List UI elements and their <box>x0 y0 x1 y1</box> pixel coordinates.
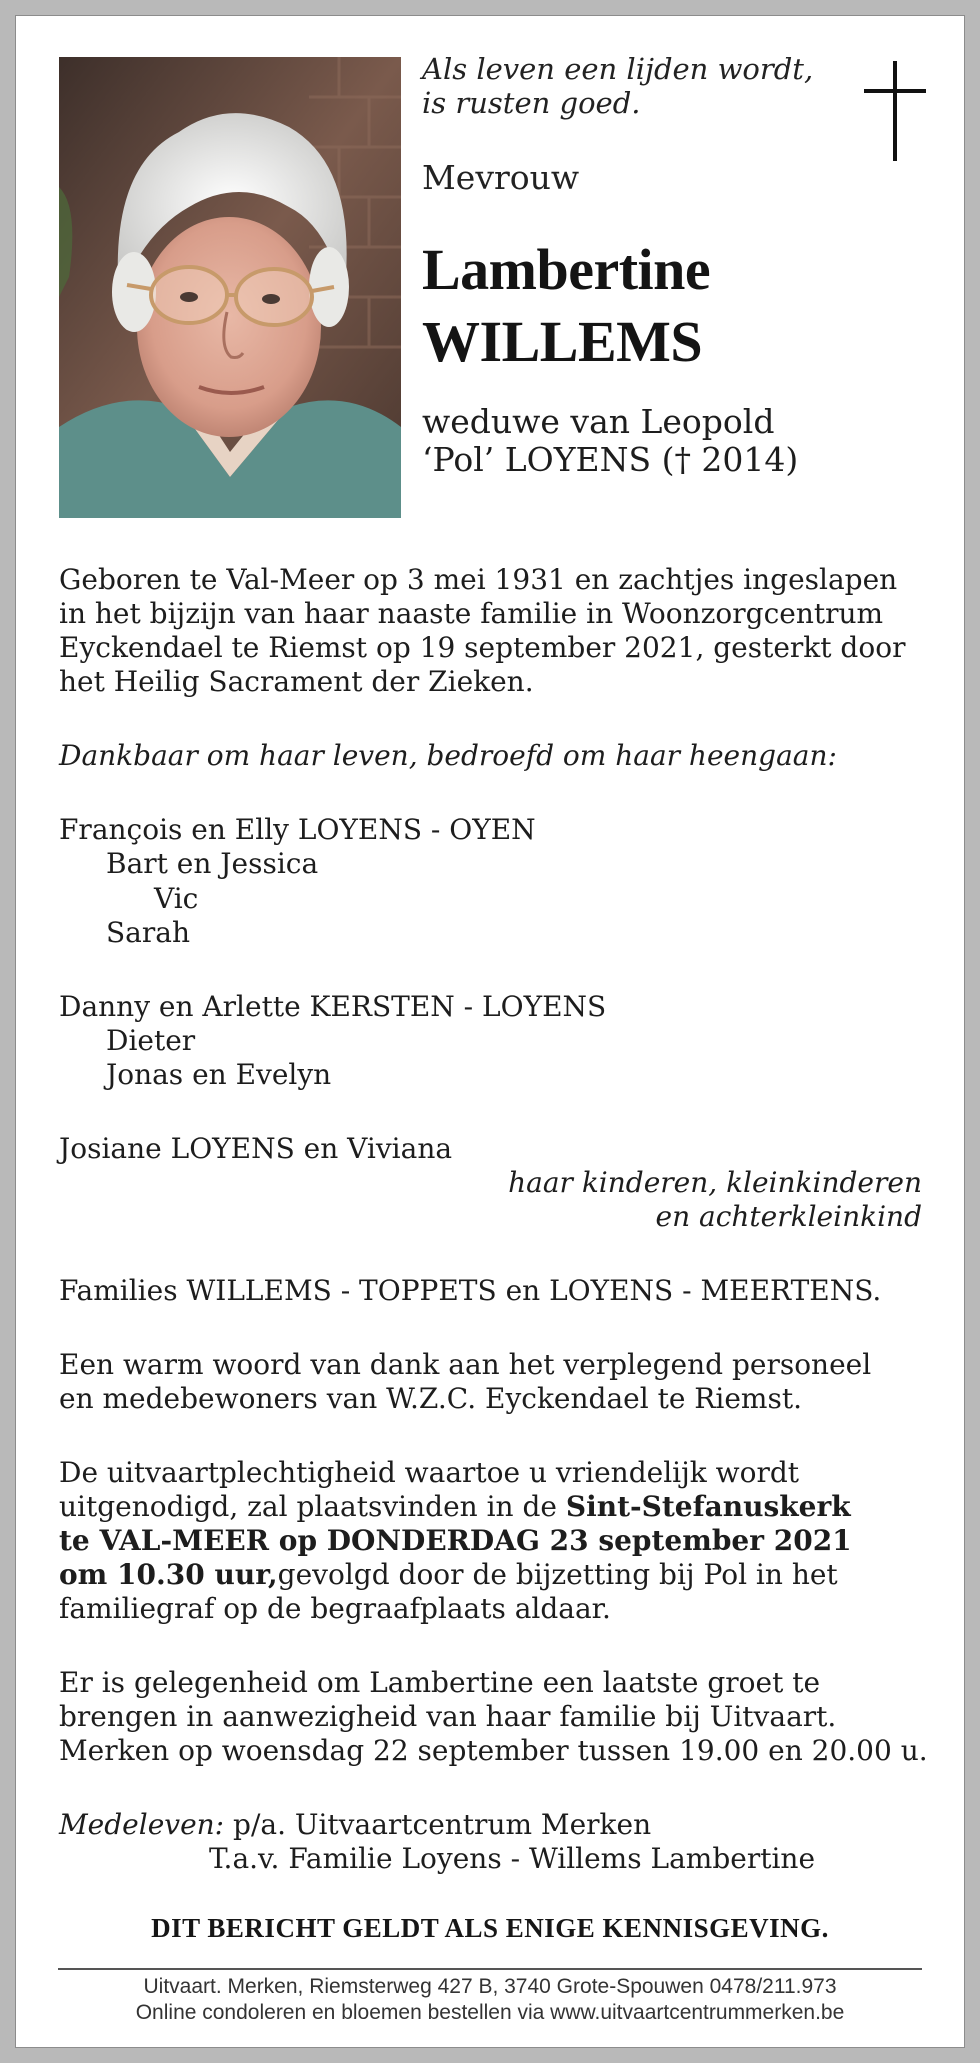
visit-line: Er is gelegenheid om Lambertine een laatste groet te <box>59 1666 821 1699</box>
family-member: Sarah <box>106 916 190 949</box>
intro-line: het Heilig Sacrament der Zieken. <box>59 665 534 698</box>
family-head: Josiane LOYENS en Viviana <box>59 1132 453 1165</box>
family-member: Vic <box>154 882 199 915</box>
cross-icon <box>864 61 926 161</box>
funeral-line: om 10.30 uur,gevolgd door de bijzetting bij Pol in het <box>59 1558 838 1591</box>
family-relation: haar kinderen, kleinkinderen <box>508 1166 922 1199</box>
footer-address: Uitvaart. Merken, Riemsterweg 427 B, 3740 Grote-Spouwen 0478/211.973 <box>143 1975 837 1998</box>
family-relation: en achterkleinkind <box>655 1200 922 1233</box>
intro-line: Geboren te Val-Meer op 3 mei 1931 en zachtjes ingeslapen <box>59 563 898 596</box>
obituary-card <box>15 15 965 2048</box>
family-head: Danny en Arlette KERSTEN - LOYENS <box>59 990 607 1023</box>
condolences-line: Medeleven: p/a. Uitvaartcentrum Merken <box>59 1808 652 1841</box>
visit-line: Merken op woensdag 22 september tussen 19.00 en 20.00 u. <box>59 1734 928 1767</box>
portrait-illustration <box>59 57 401 518</box>
intro-line: Eyckendael te Riemst op 19 september 2021, gesterkt door <box>59 631 906 664</box>
funeral-line: familiegraf op de begraafplaats aldaar. <box>59 1592 611 1625</box>
funeral-line: te VAL-MEER op DONDERDAG 23 september 2021 <box>59 1524 852 1557</box>
thanks-line: Een warm woord van dank aan het verplegend personeel <box>59 1348 872 1381</box>
motto: Als leven een lijden wordt, is rusten goed. <box>422 52 814 120</box>
extended-families: Families WILLEMS - TOPPETS en LOYENS - MEERTENS. <box>59 1274 882 1307</box>
family-member: Dieter <box>106 1024 196 1057</box>
widow-of: weduwe van Leopold ‘Pol’ LOYENS († 2014) <box>422 402 799 479</box>
portrait-photo <box>59 57 401 518</box>
funeral-line: De uitvaartplechtigheid waartoe u vriendelijk wordt <box>59 1456 800 1489</box>
family-head: François en Elly LOYENS - OYEN <box>59 813 536 846</box>
funeral-line: uitgenodigd, zal plaatsvinden in de Sint-Stefanuskerk <box>59 1490 851 1523</box>
visit-line: brengen in aanwezigheid van haar familie bij Uitvaart. <box>59 1700 837 1733</box>
family-member: Jonas en Evelyn <box>106 1058 332 1091</box>
last-name: WILLEMS <box>422 309 703 374</box>
condolences-line: T.a.v. Familie Loyens - Willems Lambertine <box>209 1842 816 1875</box>
thanks-line: en medebewoners van W.Z.C. Eyckendael te Riemst. <box>59 1382 802 1415</box>
family-member: Bart en Jessica <box>106 847 319 880</box>
intro-line: in het bijzijn van haar naaste familie in Woonzorgcentrum <box>59 597 884 630</box>
footer-divider <box>58 1968 922 1970</box>
deceased-name <box>422 234 710 378</box>
first-name: Lambertine <box>422 237 711 302</box>
notice-statement: DIT BERICHT GELDT ALS ENIGE KENNISGEVING. <box>151 1913 829 1943</box>
footer-website: Online condoleren en bloemen bestellen via www.uitvaartcentrummerken.be <box>135 2001 845 2024</box>
honorific: Mevrouw <box>422 158 580 197</box>
gratitude-line: Dankbaar om haar leven, bedroefd om haar heengaan: <box>59 739 837 772</box>
